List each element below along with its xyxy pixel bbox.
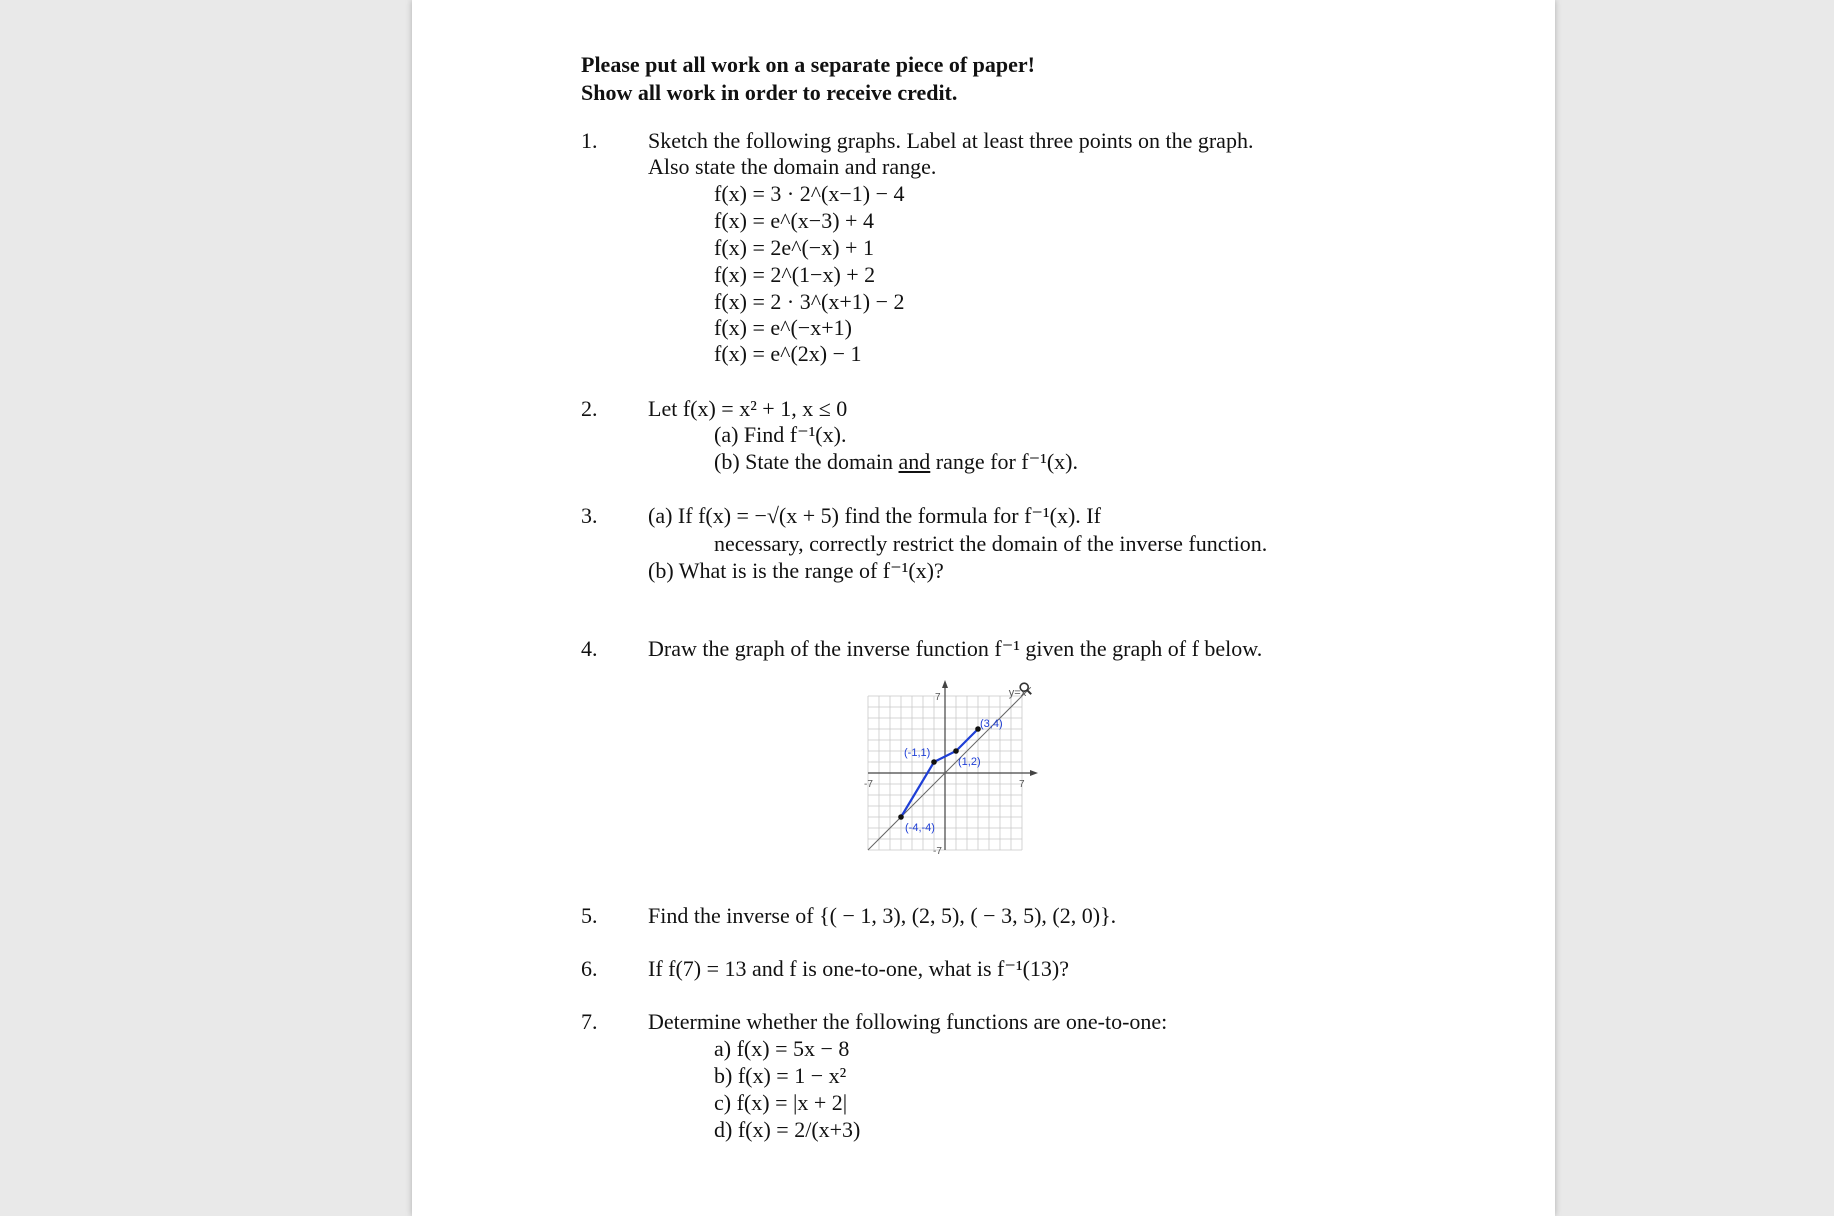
question-1-number: 1. <box>581 128 598 153</box>
question-1-item-b: f(x) = e^(x−3) + 4 <box>714 208 874 233</box>
graph-point-label: (-1,1) <box>904 747 931 759</box>
question-3-part-a-line-2: necessary, correctly restrict the domain of the inverse function. <box>714 531 1268 556</box>
question-7-number: 7. <box>581 1009 598 1034</box>
question-2-number: 2. <box>581 396 598 421</box>
question-6-text: If f(7) = 13 and f is one-to-one, what is f⁻¹(13)? <box>648 956 1069 981</box>
question-3-number: 3. <box>581 503 598 528</box>
question-6-number: 6. <box>581 956 598 981</box>
y-axis-arrow <box>942 680 948 688</box>
x-axis-max-label: 7 <box>1019 779 1025 790</box>
question-1-item-c: f(x) = 2e^(−x) + 1 <box>714 235 874 260</box>
question-1-item-g: f(x) = e^(2x) − 1 <box>714 341 862 366</box>
question-4-text: Draw the graph of the inverse function f⁻¹ given the graph of f below. <box>648 636 1263 661</box>
question-2-part-b: (b) State the domain and range for f⁻¹(x). <box>714 449 1078 474</box>
question-7-item-d: d) f(x) = 2/(x+3) <box>714 1117 861 1142</box>
question-7-item-a: a) f(x) = 5x − 8 <box>714 1036 850 1061</box>
question-5-number: 5. <box>581 903 598 928</box>
graph-point <box>898 814 904 820</box>
question-7-item-c: c) f(x) = |x + 2| <box>714 1090 848 1115</box>
question-1-item-e: f(x) = 2 · 3^(x+1) − 2 <box>714 289 905 314</box>
question-5-text: Find the inverse of {( − 1, 3), (2, 5), ( − 3, 5), (2, 0)}. <box>648 903 1117 928</box>
question-4-number: 4. <box>581 636 598 661</box>
question-3-part-a-line-1: (a) If f(x) = −√(x + 5) find the formula for f⁻¹(x). If <box>648 503 1101 528</box>
question-3-part-b: (b) What is is the range of f⁻¹(x)? <box>648 558 944 583</box>
question-2-part-a: (a) Find f⁻¹(x). <box>714 422 847 447</box>
question-1-line-1: Sketch the following graphs. Label at least three points on the graph. <box>648 128 1254 153</box>
graph-point <box>931 759 937 765</box>
y-equals-x-label: y=x <box>1008 687 1027 699</box>
instruction-line-2: Show all work in order to receive credit. <box>581 80 958 105</box>
graph-point-label: (3,4) <box>980 718 1003 730</box>
instruction-line-1: Please put all work on a separate piece of paper! <box>581 52 1035 77</box>
y-axis-max-label: 7 <box>935 692 941 703</box>
y-equals-x-line <box>868 687 1031 850</box>
question-1-item-a: f(x) = 3 · 2^(x−1) − 4 <box>714 181 905 206</box>
graph-point <box>953 748 959 754</box>
graph-point-label: (-4,-4) <box>905 822 935 834</box>
x-axis-arrow <box>1030 770 1038 776</box>
question-1-item-d: f(x) = 2^(1−x) + 2 <box>714 262 876 287</box>
question-2-stem: Let f(x) = x² + 1, x ≤ 0 <box>648 396 848 421</box>
question-7-text: Determine whether the following functions are one-to-one: <box>648 1009 1168 1034</box>
magnifier-handle <box>1027 690 1031 694</box>
graph-point-label: (1,2) <box>958 756 981 768</box>
function-graph <box>865 668 1065 868</box>
question-1-item-f: f(x) = e^(−x+1) <box>714 315 852 340</box>
question-7-item-b: b) f(x) = 1 − x² <box>714 1063 847 1088</box>
question-1-line-2: Also state the domain and range. <box>648 154 937 179</box>
x-axis-min-label: -7 <box>864 779 873 790</box>
y-axis-min-label: -7 <box>933 846 942 857</box>
